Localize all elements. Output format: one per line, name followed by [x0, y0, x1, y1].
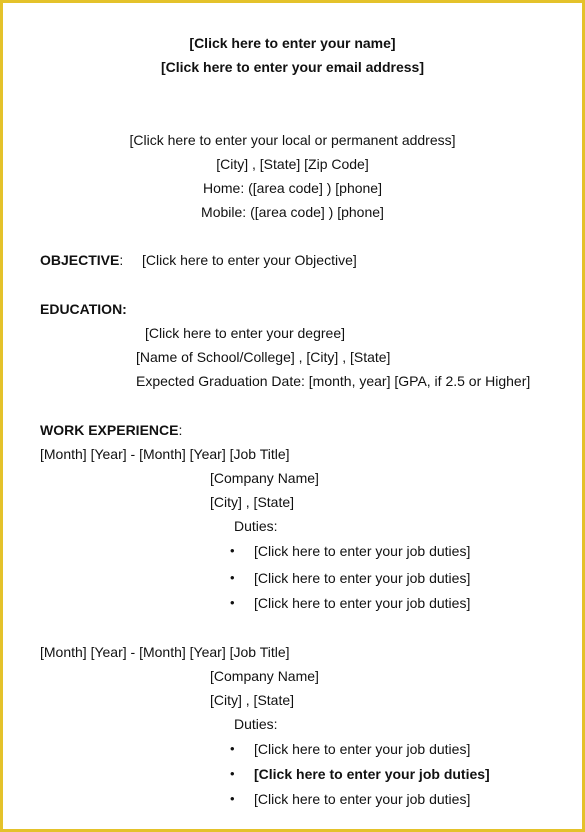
graduation-field[interactable]: Expected Graduation Date: [month, year] [GPA, if 2.5 or Higher]	[136, 373, 531, 389]
objective-colon: :	[119, 252, 124, 268]
job-duty-field[interactable]: [Click here to enter your job duties]	[254, 595, 471, 611]
job-dates-title-field[interactable]: [Month] [Year] - [Month] [Year] [Job Title]	[40, 446, 290, 462]
job-company-field[interactable]: [Company Name]	[210, 470, 319, 486]
job-company-field[interactable]: [Company Name]	[210, 668, 319, 684]
degree-field[interactable]: [Click here to enter your degree]	[145, 325, 345, 341]
job-duties-label: Duties:	[234, 716, 278, 732]
mobile-phone-field[interactable]: Mobile: ([area code] ) [phone]	[201, 204, 384, 220]
job-duty-field[interactable]: [Click here to enter your job duties]	[254, 741, 471, 757]
email-field[interactable]: [Click here to enter your email address]	[161, 59, 424, 75]
bullet-icon: •	[230, 570, 235, 585]
name-field[interactable]: [Click here to enter your name]	[189, 35, 396, 51]
bullet-icon: •	[230, 543, 235, 558]
education-heading: EDUCATION:	[40, 301, 127, 317]
work-experience-heading	[40, 422, 182, 438]
home-phone-field[interactable]: Home: ([area code] ) [phone]	[203, 180, 382, 196]
bullet-icon: •	[230, 791, 235, 806]
bullet-icon: •	[230, 766, 235, 781]
address-field[interactable]: [Click here to enter your local or permanent address]	[129, 132, 456, 148]
objective-heading	[40, 252, 123, 268]
objective-label: OBJECTIVE	[40, 252, 120, 268]
job-duty-field[interactable]: [Click here to enter your job duties]	[254, 570, 471, 586]
bullet-icon: •	[230, 595, 235, 610]
work-experience-colon: :	[178, 422, 183, 438]
bullet-icon: •	[230, 741, 235, 756]
job-dates-title-field[interactable]: [Month] [Year] - [Month] [Year] [Job Title]	[40, 644, 290, 660]
job-location-field[interactable]: [City] , [State]	[210, 692, 295, 708]
work-experience-label: WORK EXPERIENCE	[40, 422, 179, 438]
job-duties-label: Duties:	[234, 518, 278, 534]
city-state-zip-field[interactable]: [City] , [State] [Zip Code]	[216, 156, 369, 172]
job-duty-field[interactable]: [Click here to enter your job duties]	[254, 543, 471, 559]
job-duty-field[interactable]: [Click here to enter your job duties]	[254, 791, 471, 807]
job-location-field[interactable]: [City] , [State]	[210, 494, 295, 510]
job-duty-field[interactable]: [Click here to enter your job duties]	[254, 766, 490, 782]
school-field[interactable]: [Name of School/College] , [City] , [State]	[136, 349, 391, 365]
objective-field[interactable]: [Click here to enter your Objective]	[142, 252, 357, 268]
